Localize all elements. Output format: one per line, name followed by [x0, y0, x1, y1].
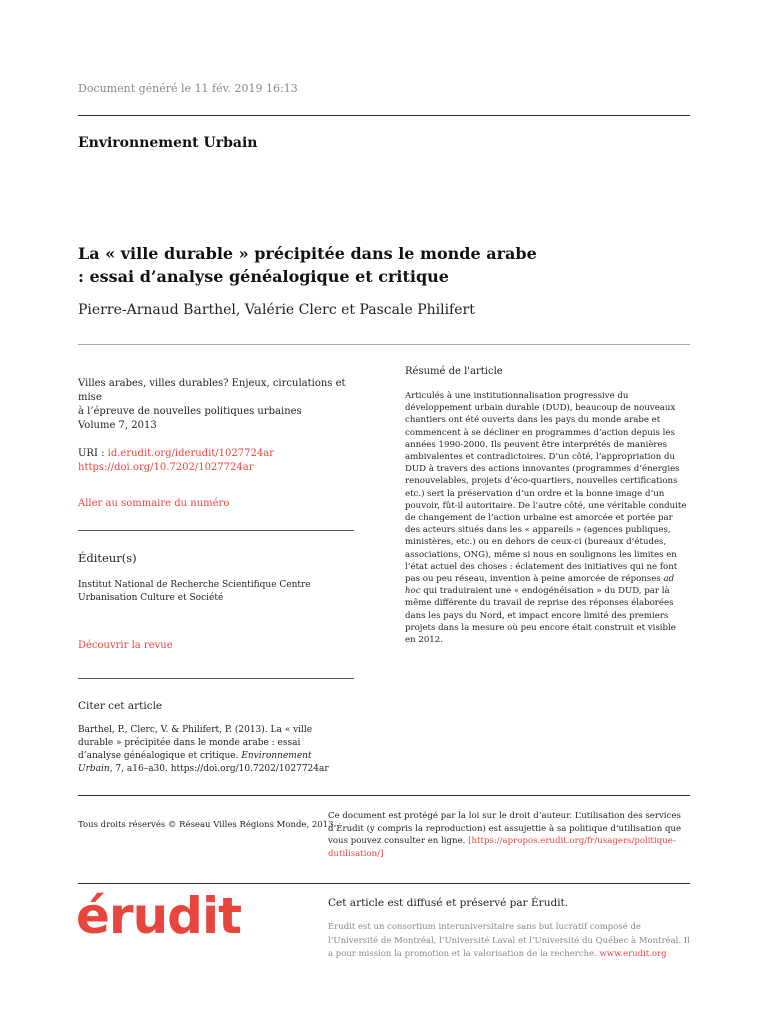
abstract-text: [405, 390, 688, 646]
section-divider: [78, 344, 690, 345]
article-authors: Pierre-Arnaud Barthel, Valérie Clerc et Pascale Philifert: [78, 302, 475, 318]
cite-text-after: , 7, a16–a30. https://doi.org/10.7202/1027724ar: [109, 764, 329, 774]
rights-rule: [78, 795, 690, 796]
top-rule: [78, 115, 690, 116]
abstract-part-1: Articulés à une institutionnalisation progressive du développement urbain durable (DUD), beaucoup de nouveaux chantiers ont été ouverts dans les pays du monde arabe et commencent à se décliner en programmes d’action depuis les années 1990-2000. Ils peuvent être interprétés de manières ambivalentes et contradictoires. D’un côté, l’appropriation du DUD à travers des actions innovantes (programmes d’énergies renouvelables, projets d’éco-quartiers, nouvelles certifications etc.) sert la préservation d’un ordre et la bonne image d’un pouvoir, fût-il autoritaire. De l’autre côté, une véritable conduite de changement de l’action urbaine est amorcée et portée par des acteurs situés dans les « appareils » (agences publiques, ministères, etc.) ou en dehors de ceux-ci (bureaux d’études, associations, ONG), même si nous en soulignons les limites en l’état actuel des choses : éclatement des initiatives qui ne font pas ou peu réseau, invention à peine amorcée de réponses: [405, 391, 687, 585]
uri-link[interactable]: id.erudit.org/iderudit/1027724ar: [107, 448, 274, 459]
left-divider-2: [78, 678, 354, 679]
copyright-notice: Tous droits réservés © Réseau Villes Régions Monde, 2013: [78, 820, 334, 830]
footer-rule: [78, 883, 690, 884]
cite-text-before: Barthel, P., Clerc, V. & Philifert, P. (2013). La « ville durable » précipitée dans le monde arabe : essai d’analyse généalogique et critique.: [78, 725, 313, 761]
rights-link[interactable]: [https://apropos.erudit.org/fr/usagers/politique-dutilisation/]: [328, 836, 676, 859]
article-title: La « ville durable » précipitée dans le monde arabe : essai d’analyse généalogique et critique: [78, 244, 537, 286]
consortium-notice: [328, 921, 693, 962]
uri-label: URI :: [78, 448, 108, 459]
abstract-heading: Résumé de l'article: [405, 366, 503, 377]
issue-volume: Volume 7, 2013: [78, 420, 157, 431]
issue-info: [78, 377, 356, 511]
journal-title: Environnement Urbain: [78, 135, 258, 151]
cite-heading: Citer cet article: [78, 700, 163, 712]
publisher-name: Institut National de Recherche Scientifique Centre Urbanisation Culture et Société: [78, 580, 311, 603]
left-divider-1: [78, 530, 354, 531]
sommaire-link[interactable]: Aller au sommaire du numéro: [78, 498, 230, 509]
abstract-italic: ad hoc: [405, 574, 675, 597]
diffusion-notice: Cet article est diffusé et préservé par Érudit.: [328, 897, 569, 909]
erudit-site-link[interactable]: www.erudit.org: [599, 949, 667, 959]
rights-text: Ce document est protégé par la loi sur le droit d’auteur. L’utilisation des services d’Érudit (y compris la reproduction) est assujettie à sa politique d’utilisation que vous pouvez consulter en ligne.: [328, 811, 682, 847]
abstract-part-2: qui traduiraient une « endogénéisation » du DUD, par là même différente du travail de reprise des réponses élaborées dans les pays du Nord, et impact encore limité des premiers projets dans la mesure où peu encore était construit et visible en 2012.: [405, 586, 676, 646]
consortium-text: Érudit est un consortium interuniversitaire sans but lucratif composé de l’Université de Montréal, l’Université Laval et l’Université du Québec à Montréal. Il a pour mission la promotion et la valorisation de la recherche.: [328, 922, 690, 959]
rights-statement: [328, 810, 693, 860]
discover-link[interactable]: Découvrir la revue: [78, 640, 173, 651]
doi-link[interactable]: https://doi.org/10.7202/1027724ar: [78, 462, 254, 473]
erudit-logo: érudit: [76, 887, 241, 945]
uri-line: [78, 447, 356, 461]
issue-line-2: à l’épreuve de nouvelles politiques urbaines: [78, 406, 302, 417]
cite-text: [78, 724, 338, 776]
publisher-heading: Éditeur(s): [78, 551, 137, 565]
issue-line-1: Villes arabes, villes durables? Enjeux, circulations et mise: [78, 378, 346, 403]
generated-date: Document généré le 11 fév. 2019 16:13: [78, 82, 298, 95]
cite-journal: Environnement Urbain: [78, 751, 312, 774]
